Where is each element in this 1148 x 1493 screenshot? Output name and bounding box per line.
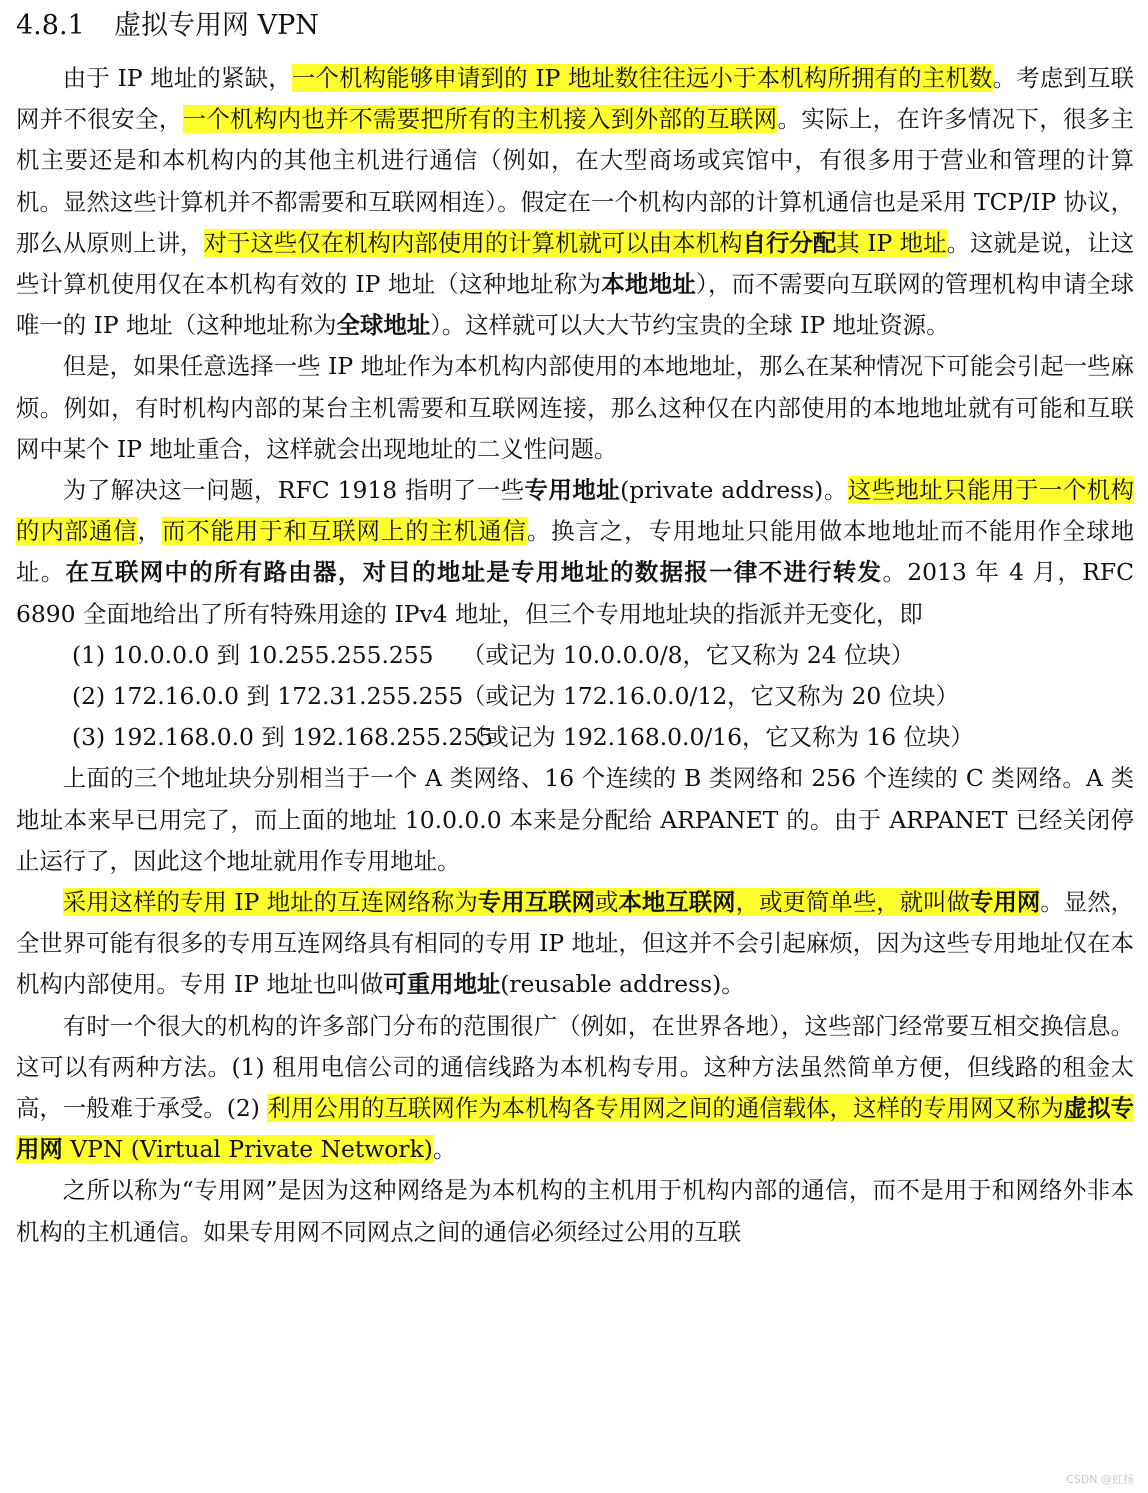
section-heading	[16, 0, 1134, 58]
text-run: 。2013 年 4 月，RFC 6890 全面地给出了所有特殊用途的 IPv4 地址，但三个专用地址块的指派并无变化，即	[16, 558, 1135, 628]
text-run: ，	[137, 517, 162, 546]
highlighted-text: 采用这样的专用 IP 地址的互连网络称为	[62, 888, 478, 917]
highlighted-text: 其 IP 地址	[836, 228, 947, 257]
highlighted-text: 或	[594, 888, 619, 917]
text-run: (private address)。	[620, 476, 848, 505]
highlighted-bold-text: 自行分配	[742, 228, 837, 257]
highlighted-text: ，或更简单些，就叫做	[735, 888, 971, 917]
range-text: (3) 192.168.0.0 到 192.168.255.255	[72, 723, 494, 752]
highlighted-bold-text: 专用网	[970, 888, 1041, 917]
text-run: ），而不需要向互联网的管理机构申请全球唯一的 IP 地址（这种地址称为	[16, 270, 1134, 340]
range-item	[72, 635, 1134, 676]
text-run: 。这就是说，让这些计算机使用仅在本机构有效的 IP 地址（这种地址称为	[16, 228, 1135, 299]
text-run: 。考虑到互联网并不很安全，	[16, 64, 1134, 134]
paragraph-6	[16, 1006, 1134, 1171]
text-run: 。显然，全世界可能有很多的专用互连网络具有相同的专用 IP 地址，但这并不会引起麻烦，因为这些专用地址仅在本机构内部使用。专用 IP 地址也叫做	[16, 888, 1135, 999]
bold-term: 在互联网中的所有路由器，对目的地址是专用地址的数据报一律不进行转发	[65, 558, 883, 587]
range-item	[72, 717, 1134, 758]
highlighted-text: 一个机构能够申请到的 IP 地址数往往远小于本机构所拥有的主机数	[291, 64, 993, 92]
range-text: (1) 10.0.0.0 到 10.255.255.255	[72, 640, 434, 669]
bold-term: 专用地址	[524, 476, 621, 505]
range-note: （或记为 10.0.0.0/8，它又称为 24 位块）	[462, 640, 915, 669]
paragraph-4: 上面的三个地址块分别相当于一个 A 类网络、16 个连续的 B 类网络和 256 个连续的 C 类网络。A 类地址本来早已用完了，而上面的地址 10.0.0.0 本来是分配给 ARPANET 的。由于 ARPANET 已经关闭停止运行了，因此这个地址就用作专用地址。	[16, 764, 1134, 875]
section-number: 4.8.1	[16, 10, 85, 41]
text-run: 。	[432, 1135, 457, 1164]
highlighted-bold-text: 虚拟专用网	[16, 1094, 1135, 1164]
private-address-ranges	[16, 635, 1134, 759]
paragraph-2: 但是，如果任意选择一些 IP 地址作为本机构内部使用的本地地址，那么在某种情况下可能会引起一些麻烦。例如，有时机构内部的某台主机需要和互联网连接，那么这种仅在内部使用的本地地址就有可能和互联网中某个 IP 地址重合，这样就会出现地址的二义性问题。	[16, 352, 1134, 463]
text-run: 有时一个很大的机构的许多部门分布的范围很广（例如，在世界各地），这些部门经常要互相交换信息。这可以有两种方法。(1) 租用电信公司的通信线路为本机构专用。这种方法虽然简单方便，但线路的租金太高，一般难于承受。(2)	[16, 1011, 1134, 1123]
paragraph-5	[16, 882, 1134, 1006]
text-run: 。换言之，专用地址只能用做本地地址而不能用作全球地址。	[16, 517, 1135, 587]
range-note: （或记为 192.168.0.0/16，它又称为 16 位块）	[462, 723, 974, 752]
highlighted-text: 一个机构内也并不需要把所有的主机接入到外部的互联网	[182, 105, 778, 134]
range-item	[72, 676, 1134, 717]
text-run: 由于 IP 地址的紧缺，	[62, 64, 292, 92]
paragraph-3	[16, 470, 1134, 635]
text-run: (reusable address)。	[500, 970, 745, 999]
range-note: （或记为 172.16.0.0/12，它又称为 20 位块）	[462, 682, 959, 711]
highlighted-text: 这些地址只能用于一个机构的内部通信	[16, 476, 1135, 546]
section-title: 虚拟专用网 VPN	[114, 10, 319, 41]
highlighted-text: 利用公用的互联网作为本机构各专用网之间的通信载体，这样的专用网又称为	[267, 1094, 1064, 1123]
bold-term: 全球地址	[336, 311, 431, 340]
text-run: 。实际上，在许多情况下，很多主机主要还是和本机构内的其他主机进行通信（例如，在大型商场或宾馆中，有很多用于营业和管理的计算机。显然这些计算机并不都需要和互联网相连）。假定在一个机构内部的计算机通信也是采用 TCP/IP 协议，那么从原则上讲，	[16, 105, 1135, 257]
paragraph-1	[16, 58, 1134, 346]
range-text: (2) 172.16.0.0 到 172.31.255.255	[72, 682, 464, 711]
highlighted-text: 而不能用于和互联网上的主机通信	[161, 517, 527, 546]
watermark: CSDN @虹扬	[1066, 1473, 1134, 1486]
highlighted-text: VPN (Virtual Private Network)	[62, 1135, 433, 1164]
highlighted-bold-text: 本地互联网	[618, 888, 736, 917]
document-page	[16, 0, 1134, 1253]
bold-term: 可重用地址	[383, 970, 501, 999]
text-run: ）。这样就可以大大节约宝贵的全球 IP 地址资源。	[430, 311, 950, 340]
paragraph-7: 之所以称为“专用网”是因为这种网络是为本机构的主机用于机构内部的通信，而不是用于和网络外非本机构的主机通信。如果专用网不同网点之间的通信必须经过公用的互联	[16, 1176, 1134, 1246]
highlighted-text: 对于这些仅在机构内部使用的计算机就可以由本机构	[203, 228, 743, 257]
highlighted-bold-text: 专用互联网	[477, 888, 595, 917]
text-run: 为了解决这一问题，RFC 1918 指明了一些	[62, 476, 525, 505]
bold-term: 本地地址	[601, 270, 696, 299]
